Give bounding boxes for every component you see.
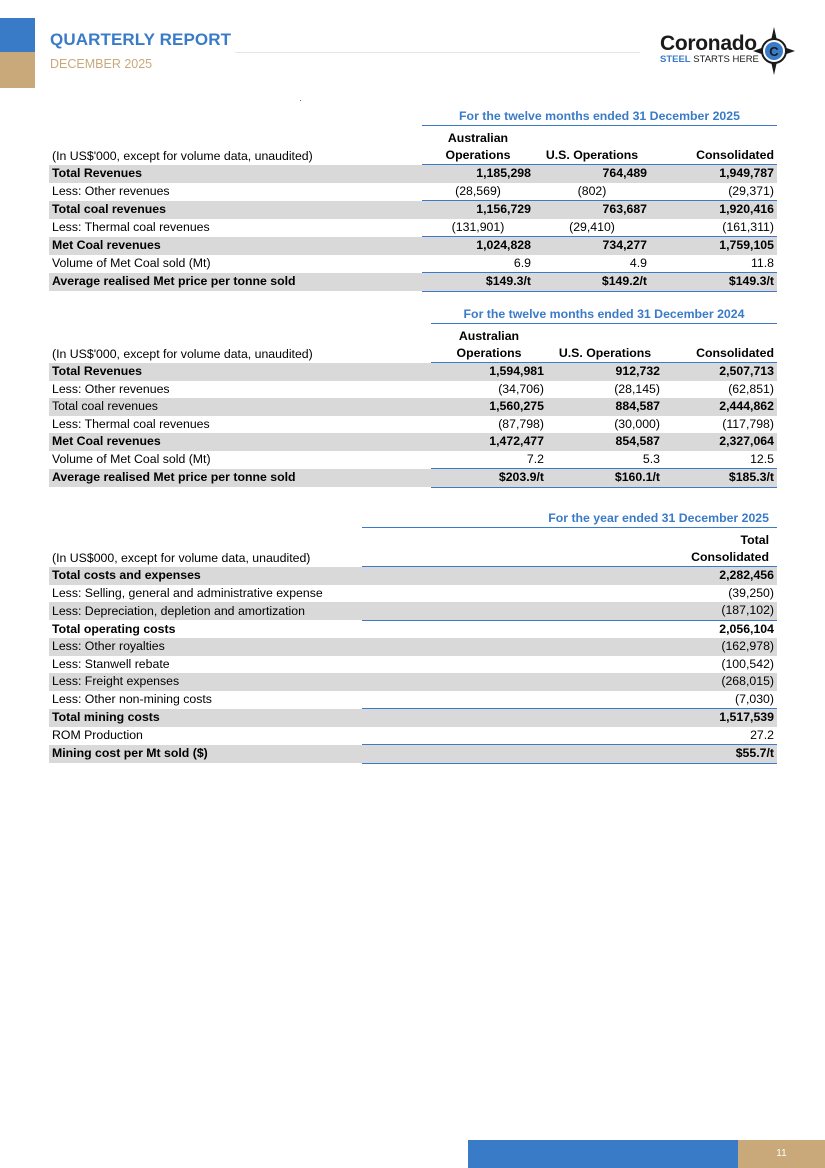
table-row: Average realised Met price per tonne sold $203.9/t $160.1/t $185.3/t bbox=[49, 469, 777, 488]
table-row: Total coal revenues 1,560,275 884,587 2,444,862 bbox=[49, 398, 777, 416]
table-row: Less: Thermal coal revenues (87,798) (30,000) (117,798) bbox=[52, 416, 774, 431]
table-row: Volume of Met Coal sold (Mt) 7.2 5.3 12.5 bbox=[52, 451, 774, 466]
table-row: Less: Stanwell rebate (100,542) bbox=[52, 656, 774, 671]
table-label-header: (In US$'000, except for volume data, unaudited) bbox=[52, 148, 313, 163]
footer-bar bbox=[468, 1140, 738, 1168]
logo-tagline-rest: STARTS HERE bbox=[690, 54, 759, 65]
header-accent-blue bbox=[0, 18, 35, 52]
table-row: Less: Other royalties (162,978) bbox=[49, 638, 777, 656]
column-header-total-consolidated: Total Consolidated bbox=[362, 528, 777, 567]
table-caption: For the year ended 31 December 2025 bbox=[362, 510, 777, 528]
logo-wordmark: Coronado bbox=[660, 32, 757, 55]
coronado-logo bbox=[660, 27, 800, 77]
column-header-australian: Australian Operations bbox=[456, 329, 522, 360]
table-row: ROM Production 27.2 bbox=[52, 727, 774, 742]
table-label-header: (In US$'000, except for volume data, unaudited) bbox=[52, 346, 313, 361]
logo-emblem-letter: C bbox=[769, 44, 779, 59]
logo-tagline bbox=[660, 54, 759, 65]
table-row: Less: Other non-mining costs (7,030) bbox=[52, 691, 774, 706]
table-caption: For the twelve months ended 31 December 2025 bbox=[422, 108, 777, 126]
revenue-table-2024 bbox=[49, 306, 777, 488]
table-row: Total mining costs 1,517,539 bbox=[49, 709, 777, 727]
table-row: Mining cost per Mt sold ($) $55.7/t bbox=[49, 745, 777, 764]
costs-table-2025 bbox=[49, 510, 777, 764]
table-caption: For the twelve months ended 31 December 2024 bbox=[431, 306, 777, 324]
table-row: Total Revenues 1,185,298 764,489 1,949,787 bbox=[49, 165, 777, 183]
table-row: Volume of Met Coal sold (Mt) 6.9 4.9 11.8 bbox=[52, 255, 774, 270]
table-row: Less: Depreciation, depletion and amortization (187,102) bbox=[49, 602, 777, 620]
report-title: QUARTERLY REPORT bbox=[50, 30, 232, 49]
column-header-us: U.S. Operations bbox=[558, 346, 652, 360]
column-header-australian: Australian Operations bbox=[445, 131, 511, 162]
table-row: Average realised Met price per tonne sold $149.3/t $149.2/t $149.3/t bbox=[49, 273, 777, 292]
stray-dot bbox=[300, 100, 301, 101]
table-row: Less: Other revenues (28,569) (802) (29,371) bbox=[52, 183, 774, 198]
table-row: Total costs and expenses 2,282,456 bbox=[49, 567, 777, 585]
report-date: DECEMBER 2025 bbox=[50, 57, 153, 71]
table-row: Less: Other revenues (34,706) (28,145) (62,851) bbox=[52, 381, 774, 396]
table-row: Total coal revenues 1,156,729 763,687 1,920,416 bbox=[49, 201, 777, 219]
column-header-consolidated: Consolidated bbox=[696, 346, 774, 360]
table-label-header: (In US$000, except for volume data, unaudited) bbox=[52, 550, 311, 565]
table-row: Total Revenues 1,594,981 912,732 2,507,713 bbox=[49, 363, 777, 381]
table-row: Met Coal revenues 1,024,828 734,277 1,759,105 bbox=[49, 237, 777, 255]
table-row: Less: Freight expenses (268,015) bbox=[49, 673, 777, 691]
logo-tagline-bold: STEEL bbox=[660, 54, 691, 65]
revenue-table-2025 bbox=[49, 108, 777, 292]
table-row: Less: Selling, general and administrative expense (39,250) bbox=[52, 585, 774, 600]
table-row: Less: Thermal coal revenues (131,901) (29,410) (161,311) bbox=[52, 219, 774, 234]
table-row: Total operating costs 2,056,104 bbox=[49, 620, 777, 638]
page-number: 11 bbox=[738, 1140, 825, 1168]
header-accent-tan bbox=[0, 52, 35, 88]
column-header-us: U.S. Operations bbox=[545, 148, 639, 162]
column-header-consolidated: Consolidated bbox=[696, 148, 774, 162]
compass-emblem-icon bbox=[753, 27, 795, 75]
table-row: Met Coal revenues 1,472,477 854,587 2,327,064 bbox=[49, 433, 777, 451]
header-divider bbox=[235, 52, 640, 53]
